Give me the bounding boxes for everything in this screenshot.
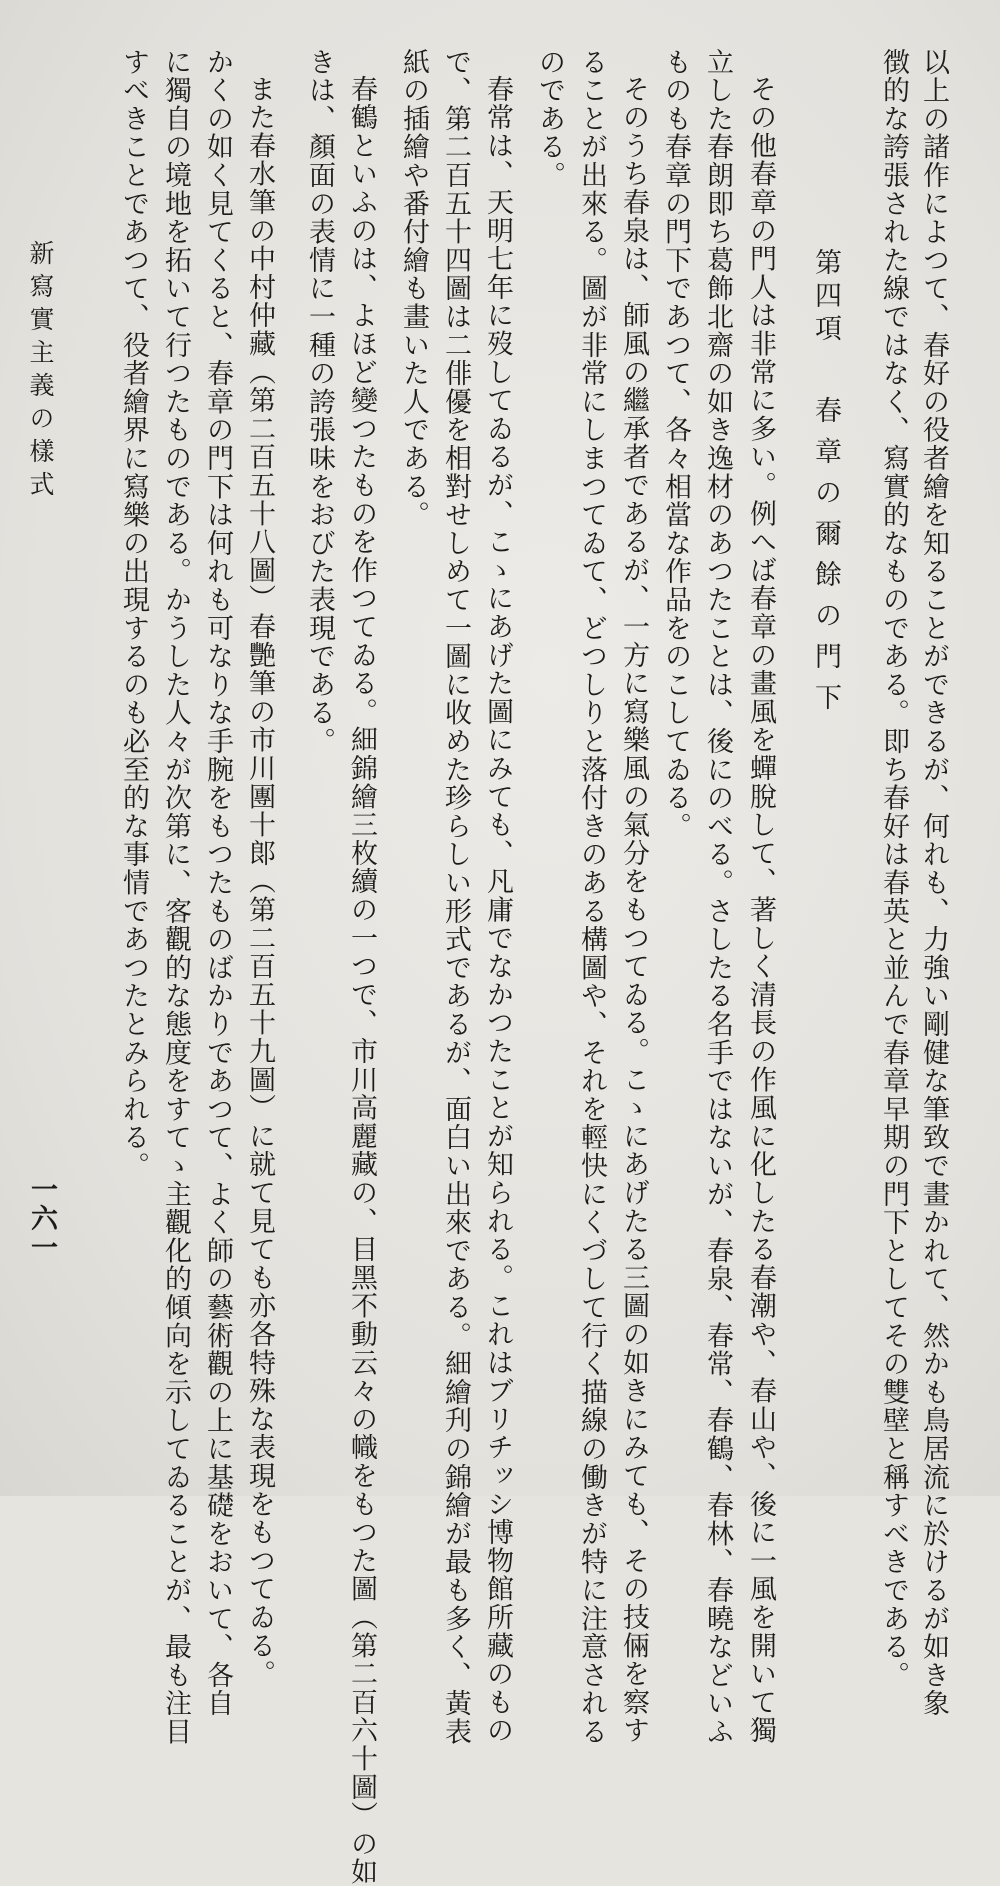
text-line-3: その他春章の門人は非常に多い。例へば春章の畫風を蟬脫して、著しく清長の作風に化したる春潮や、春山や、後に一風を開いて獨 [745,75,776,1745]
text-line-7: ることが出來る。圖が非常にしまつてゐて、どつしりと落付きのある構圖や、それを輕快にくづして行く描線の働きが特に注意される [576,48,607,1746]
text-line-6: そのうち春泉は、師風の繼承者であるが、一方に寫樂風の氣分をもつてゐる。こゝにあげたる三圖の如きにみても、その技倆を察す [618,75,649,1745]
text-line-8: のである。 [534,48,565,190]
section-heading [812,248,839,724]
text-line-16: に獨自の境地を拓いて行つたものである。かうした人々が次第に、客觀的な態度をすてゝ主觀化的傾向を示してゐることが、最も注目 [160,48,191,1746]
running-footer-title: 新寫實主義の樣式 [26,240,55,504]
section-number: 第四項 [810,248,841,347]
section-title: 春章の爾餘の門下 [810,396,841,724]
text-line-14: また春水筆の中村仲藏（第二百五十八圖）春艷筆の市川團十郞（第二百五十九圖）に就て見ても亦各特殊な表現をもつてゐる。 [244,75,275,1689]
text-line-5: ものも春章の門下であつて、各々相當な作品をのこしてゐる。 [660,48,691,841]
text-line-17: すべきことであつて、役者繪界に寫樂の出現するのも必至的な事情であつたとみられる。 [118,48,149,1180]
text-line-4: 立した春朗即ち葛飾北齋の如き逸材のあつたことは、後にのべる。さしたる名手ではないが、春泉、春常、春鶴、春林、春曉などいふ [702,48,733,1746]
text-line-10: で、第二百五十四圖は二俳優を相對せしめて一圖に收めた珍らしい形式であるが、面白い出來である。細繪刋の錦繪が最も多く、黃表 [440,48,471,1746]
text-line-1: 以上の諸作によつて、春好の役者繪を知ることができるが、何れも、力強い剛健な筆致で畫かれて、然かも鳥居流に於けるが如き象 [918,48,949,1718]
text-line-12: 春鶴といふのは、よほど變つたものを作つてゐる。細錦繪三枚續の一つで、市川高麗藏の、目黑不動云々の幟をもつた圖（第二百六十圖）の如 [346,75,377,1886]
text-line-11: 紙の插繪や番付繪も畫いた人である。 [398,48,429,530]
text-line-13: きは、顏面の表情に一種の誇張味をおびた表現である。 [304,48,335,756]
text-line-15: かくの如く見てくると、春章の門下は何れも可なりな手腕をもつたものばかりであつて、よく師の藝術觀の上に基礎をおいて、各自 [202,48,233,1718]
text-line-2: 徴的な誇張された線ではなく、寫實的なものである。即ち春好は春英と並んで春章早期の門下としてその雙壁と稱すべきである。 [878,48,909,1690]
page-number: 一六一 [26,1175,57,1262]
text-line-9: 春常は、天明七年に歿してゐるが、こゝにあげた圖にみても、凡庸でなかつたことが知られる。これはブリチッシ博物館所藏のもの [482,75,513,1745]
